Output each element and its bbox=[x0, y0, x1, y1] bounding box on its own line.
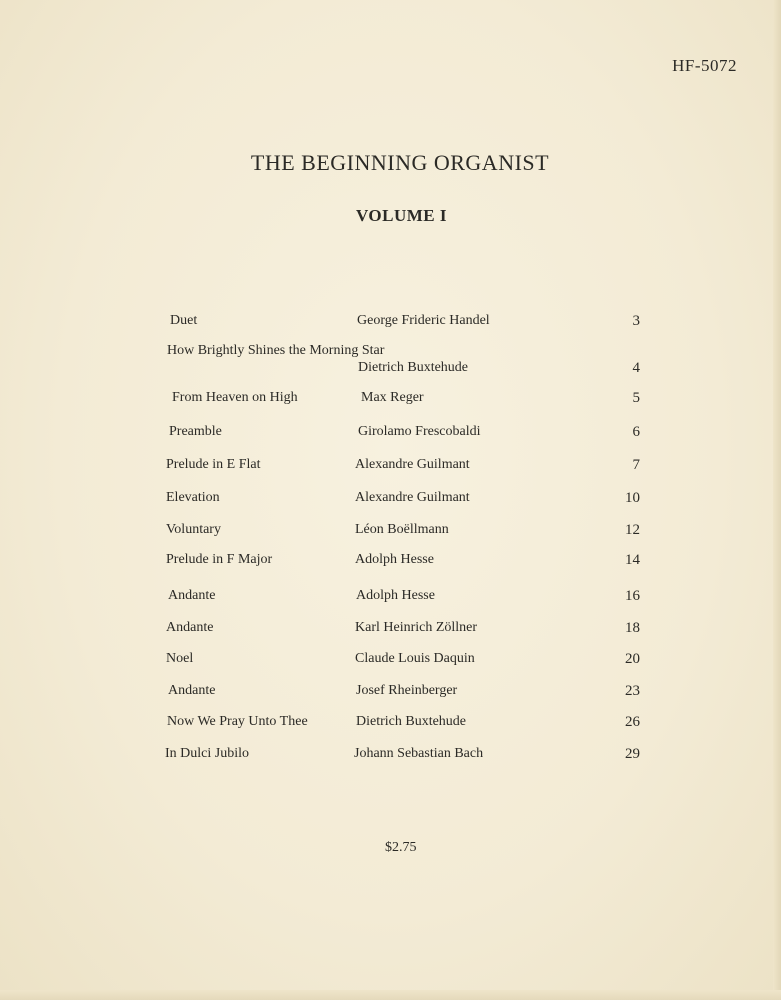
piece-title: Duet bbox=[170, 313, 198, 328]
page-number: 4 bbox=[632, 360, 640, 376]
page-number: 12 bbox=[625, 522, 640, 538]
piece-title: From Heaven on High bbox=[172, 390, 298, 405]
contents-row bbox=[0, 390, 781, 410]
contents-row bbox=[0, 343, 781, 376]
piece-title: How Brightly Shines the Morning Star bbox=[167, 343, 385, 358]
contents-row bbox=[0, 683, 781, 703]
contents-row bbox=[0, 457, 781, 477]
composer-name: Dietrich Buxtehude bbox=[356, 714, 467, 729]
piece-title: Andante bbox=[168, 588, 216, 603]
contents-row bbox=[0, 424, 781, 444]
composer-name: Josef Rheinberger bbox=[356, 683, 458, 698]
contents-row bbox=[0, 651, 781, 671]
composer-name: Adolph Hesse bbox=[356, 588, 435, 603]
page-edge-bottom bbox=[0, 990, 781, 1000]
piece-title: Andante bbox=[168, 683, 216, 698]
contents-row bbox=[0, 714, 781, 734]
page-number: 26 bbox=[625, 714, 640, 730]
page-number: 3 bbox=[632, 313, 640, 329]
contents-row bbox=[0, 552, 781, 572]
composer-name: Karl Heinrich Zöllner bbox=[355, 620, 478, 635]
page-number: 5 bbox=[632, 390, 640, 406]
contents-row bbox=[0, 746, 781, 766]
piece-title: Prelude in F Major bbox=[166, 552, 273, 567]
page-number: 23 bbox=[625, 683, 640, 699]
contents-row bbox=[0, 620, 781, 640]
page-number: 18 bbox=[625, 620, 640, 636]
piece-title: Noel bbox=[166, 651, 194, 666]
page-number: 16 bbox=[625, 588, 640, 604]
contents-row bbox=[0, 313, 781, 333]
composer-name: Johann Sebastian Bach bbox=[354, 746, 484, 761]
piece-title: Andante bbox=[166, 620, 214, 635]
contents-row bbox=[0, 490, 781, 510]
catalog-number: HF-5072 bbox=[672, 56, 737, 75]
composer-name: Dietrich Buxtehude bbox=[358, 360, 469, 375]
page-number: 14 bbox=[625, 552, 640, 568]
piece-title: Preamble bbox=[169, 424, 222, 439]
composer-name: Adolph Hesse bbox=[355, 552, 434, 567]
book-title: THE BEGINNING ORGANIST bbox=[250, 150, 550, 175]
composer-name: Alexandre Guilmant bbox=[355, 457, 470, 472]
piece-title: Prelude in E Flat bbox=[166, 457, 261, 472]
composer-name: Alexandre Guilmant bbox=[355, 490, 470, 505]
piece-title: In Dulci Jubilo bbox=[165, 746, 249, 761]
contents-row bbox=[0, 588, 781, 608]
page-number: 7 bbox=[632, 457, 640, 473]
page-number: 6 bbox=[632, 424, 640, 440]
composer-name: Léon Boëllmann bbox=[355, 522, 449, 537]
contents-row bbox=[0, 522, 781, 542]
page-number: 20 bbox=[625, 651, 640, 667]
piece-title: Voluntary bbox=[166, 522, 221, 537]
volume-label: VOLUME I bbox=[355, 206, 448, 225]
price-label: $2.75 bbox=[385, 840, 417, 855]
page-number: 10 bbox=[625, 490, 640, 506]
piece-title: Now We Pray Unto Thee bbox=[167, 714, 308, 729]
page-number: 29 bbox=[625, 746, 640, 762]
composer-name: Girolamo Frescobaldi bbox=[358, 424, 481, 439]
composer-name: Claude Louis Daquin bbox=[355, 651, 475, 666]
composer-name: Max Reger bbox=[361, 390, 424, 405]
piece-title: Elevation bbox=[166, 490, 220, 505]
composer-name: George Frideric Handel bbox=[357, 313, 490, 328]
